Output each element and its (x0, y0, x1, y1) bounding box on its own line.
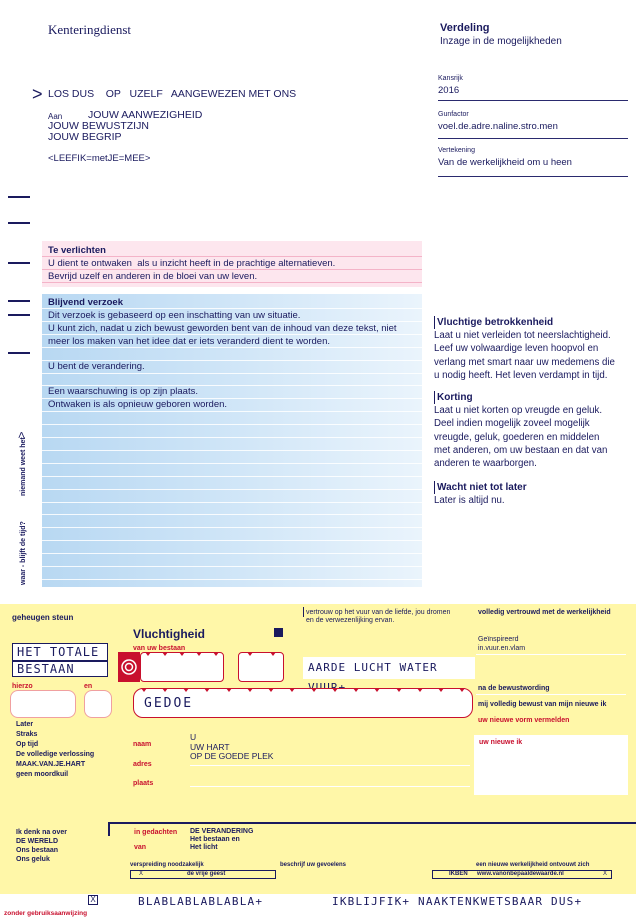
field-tick (247, 688, 253, 692)
field-tick (204, 688, 210, 692)
side-section-wacht (434, 481, 630, 507)
field-tick (196, 652, 202, 656)
section-title: Verdeling (440, 22, 490, 34)
verandering-line: Het licht (190, 844, 218, 851)
naam-value (190, 733, 273, 762)
side-title: Korting (434, 391, 630, 404)
meta-value: 2016 (438, 85, 460, 96)
zonder-label: zonder gebruiksaanwijzing (4, 910, 88, 917)
van-uw-bestaan-label: van uw bestaan (133, 645, 186, 652)
field-tick (332, 688, 338, 692)
arrow-icon: > (32, 84, 43, 104)
field-tick (183, 688, 189, 692)
side-line: met anderen, om uw bestaan en dat van (434, 444, 608, 456)
meta-block (438, 74, 628, 182)
ruled-line (42, 463, 422, 464)
field-tick (247, 652, 253, 656)
address-code: <LEEFIK=metJE=MEE> (48, 153, 151, 164)
steun-list (16, 720, 94, 780)
verzoek-box (42, 294, 422, 587)
verzoek-line: U bent de verandering. (48, 361, 145, 372)
vertical-label-1: niemand weet het (20, 437, 27, 496)
meta-label: Vertekening (438, 147, 475, 154)
verlichten-title: Te verlichten (48, 245, 106, 256)
ik-denk-line: DE WERELD (16, 838, 58, 845)
ruled-line (42, 566, 422, 567)
field-tick (459, 688, 465, 692)
bestaan-field[interactable]: BESTAAN (12, 661, 108, 677)
naam-label: naam (133, 741, 152, 748)
naam-line: U (190, 732, 197, 742)
verzoek-line (48, 348, 397, 360)
side-line: Deel indien mogelijk zoveel mogelijk (434, 418, 590, 430)
uw-nieuwe-ik-label: uw nieuwe ik (479, 739, 523, 746)
field-tick (353, 688, 359, 692)
meta-value: Van de werkelijkheid om u heen (438, 157, 572, 168)
verandering-line: Het bestaan en (190, 836, 240, 843)
side-section-vluchtige (434, 316, 630, 382)
fold-mark (8, 314, 30, 316)
side-title: Vluchtige betrokkenheid (434, 316, 630, 329)
verlichten-box (42, 241, 422, 287)
verzoek-line: Ontwaken is als opnieuw geboren worden. (48, 399, 228, 410)
side-line: Laat u niet korten op vreugde en geluk. (434, 405, 603, 416)
verzoek-line: Een waarschuwing is op zijn plaats. (48, 386, 198, 397)
arrow-down-icon: < (14, 431, 29, 439)
in-gedachten-label: in gedachten (134, 829, 178, 836)
van-label: van (134, 844, 147, 851)
ruled-line (42, 424, 422, 425)
verandering-line: DE VERANDERING (190, 828, 254, 835)
address-line3: JOUW BEWUSTZIJN (48, 120, 149, 132)
x-mark: X (139, 871, 144, 877)
side-line: anderen te waarborgen. (434, 458, 537, 470)
bottom-checkbox[interactable]: X (88, 895, 98, 905)
vluchtigheid-field[interactable] (140, 652, 224, 682)
vertrouw-text: vertrouw op het vuur van de liefde, jou dromen en de verwezenlijking ervan. (306, 609, 451, 624)
ruled-line (42, 553, 422, 554)
field-tick (396, 688, 402, 692)
ikben-label: IKBEN (449, 871, 468, 877)
steun-item: MAAK.VAN.JE.HART (16, 761, 86, 768)
side-line: Later is altijd nu. (434, 495, 505, 506)
steun-item: Op tijd (16, 741, 39, 748)
vertical-label-2: waar - blijft de tijd? (20, 521, 27, 585)
field-tick (374, 688, 380, 692)
steun-item: Straks (16, 731, 38, 738)
ik-denk-line: Ons bestaan (16, 847, 59, 854)
verzoek-line (48, 373, 397, 385)
field-tick (213, 652, 219, 656)
geinspireerd-label: Geïnspireerd (478, 636, 519, 643)
meta-kansrijk (438, 74, 628, 110)
field-tick (438, 688, 444, 692)
ruled-line (42, 579, 422, 580)
ik-denk-line: Ik denk na over (16, 829, 67, 836)
square-icon (274, 628, 283, 637)
ruled-line (42, 502, 422, 503)
org-name: Kenteringdienst (48, 22, 132, 37)
steun-item: Later (16, 721, 34, 728)
section-subtitle: Inzage in de mogelijkheden (440, 36, 562, 47)
field-tick (226, 688, 232, 692)
hierzo-field[interactable] (10, 690, 76, 718)
vluchtigheid-field-2[interactable] (238, 652, 284, 682)
field-tick (417, 688, 423, 692)
hierzo-label: hierzo (12, 683, 33, 690)
side-line: vreugde, geluk, goederen en middelen (434, 431, 600, 443)
verandering-block (190, 828, 253, 852)
ruled-line (42, 514, 422, 515)
field-tick (311, 688, 317, 692)
vluchtigheid-title: Vluchtigheid (133, 627, 205, 641)
field-tick (268, 688, 274, 692)
ruled-line (42, 450, 422, 451)
fold-mark (8, 196, 30, 198)
na-bewust-label: na de bewustwording (478, 685, 550, 692)
site-label: www.vanonbepaaldewaarde.nl (477, 871, 564, 877)
field-tick (270, 652, 276, 656)
field-tick (162, 688, 168, 692)
en-field[interactable] (84, 690, 112, 718)
meta-value: voel.de.adre.naline.stro.men (438, 121, 558, 132)
ruled-line (42, 437, 422, 438)
meta-gunfactor (438, 110, 628, 146)
in-vuur-label: in.vuur.en.vlam (478, 645, 526, 652)
bla-text: BLABLABLABLABLA+ (138, 895, 264, 908)
x-mark: X (602, 871, 607, 877)
uw-nieuwe-ik-field[interactable] (474, 735, 628, 795)
fold-mark (8, 222, 30, 224)
footer-label-1: verspreiding noodzakelijk (130, 862, 204, 868)
steun-item: geen moordkuil (16, 771, 69, 778)
field-tick (145, 652, 151, 656)
field-tick (162, 652, 168, 656)
ikblijf-text: IKBLIJFIK+ NAAKTENKWETSBAAR DUS+ (332, 895, 583, 908)
verzoek-line: Dit verzoek is gebaseerd op een inschatting van uw situatie. (48, 310, 301, 321)
adres-label: adres (133, 761, 152, 768)
side-section-korting (434, 391, 630, 470)
verzoek-title: Blijvend verzoek (48, 297, 123, 308)
vrije-geest-label: de vrije geest (187, 871, 226, 877)
footer-label-2: beschrijf uw gevoelens (280, 862, 347, 868)
steun-label: geheugen steun (12, 613, 74, 622)
naam-line: UW HART (190, 741, 230, 752)
field-tick (179, 652, 185, 656)
side-title: Wacht niet tot later (434, 481, 630, 494)
ik-denk-line: Ons geluk (16, 856, 50, 863)
footer-label-3: een nieuwe werkelijkheid ontvouwt zich (476, 862, 590, 868)
side-line: u nodig heeft. Het leven verdampt in tijd. (434, 369, 608, 381)
verzoek-body (48, 309, 397, 411)
aarde-field[interactable]: AARDE LUCHT WATER (303, 657, 475, 679)
verlichten-line: U dient te ontwaken als u inzicht heeft in de prachtige alternatieven. (48, 258, 336, 269)
uw-nieuwe-vorm-label: uw nieuwe vorm vermelden (478, 717, 570, 724)
side-line: Laat u niet verleiden tot neerslachtigheid. (434, 330, 611, 341)
side-line: verlang met smart naar uw medemens die (434, 356, 615, 368)
ruled-line (42, 489, 422, 490)
totale-field[interactable]: HET TOTALE (12, 643, 108, 661)
address-line4: JOUW BEGRIP (48, 131, 122, 143)
steun-item: De volledige verlossing (16, 751, 95, 758)
fold-mark (8, 262, 30, 264)
spiral-icon (118, 652, 140, 682)
volledig-text: volledig vertrouwd met de werkelijkheid (478, 609, 611, 616)
verlichten-line: Bevrijd uzelf en anderen in de bloei van uw leven. (48, 271, 258, 282)
meta-label: Gunfactor (438, 111, 469, 118)
ruled-line (42, 540, 422, 541)
ik-denk-block (16, 828, 67, 864)
plaats-label: plaats (133, 780, 154, 787)
aan-label: Aan (48, 112, 63, 121)
aan-value: JOUW AANWEZIGHEID (88, 109, 203, 121)
vrije-geest-field[interactable] (130, 870, 276, 879)
ruled-line (42, 527, 422, 528)
ruled-line (42, 476, 422, 477)
fold-mark (8, 300, 30, 302)
verzoek-line: U kunt zich, nadat u zich bewust geworden bent van de inhoud van deze tekst, niet (48, 323, 397, 334)
site-field[interactable] (432, 870, 612, 879)
address-line1: LOS DUS OP UZELF AANGEWEZEN MET ONS (48, 88, 297, 100)
fold-mark (8, 352, 30, 354)
naam-line: OP DE GOEDE PLEK (190, 751, 274, 761)
verzoek-line: meer los maken van het idee dat er iets veranderd dient te worden. (48, 336, 330, 347)
en-label: en (84, 683, 93, 690)
field-tick (289, 688, 295, 692)
meta-label: Kansrijk (438, 75, 463, 82)
gedoe-value: GEDOE (144, 696, 194, 711)
side-line: Leef uw volwaardige leven hoopvol en (434, 343, 599, 355)
ruled-line (42, 411, 422, 412)
mij-volledig-label: mij volledig bewust van mijn nieuwe ik (478, 701, 607, 708)
field-tick (141, 688, 147, 692)
